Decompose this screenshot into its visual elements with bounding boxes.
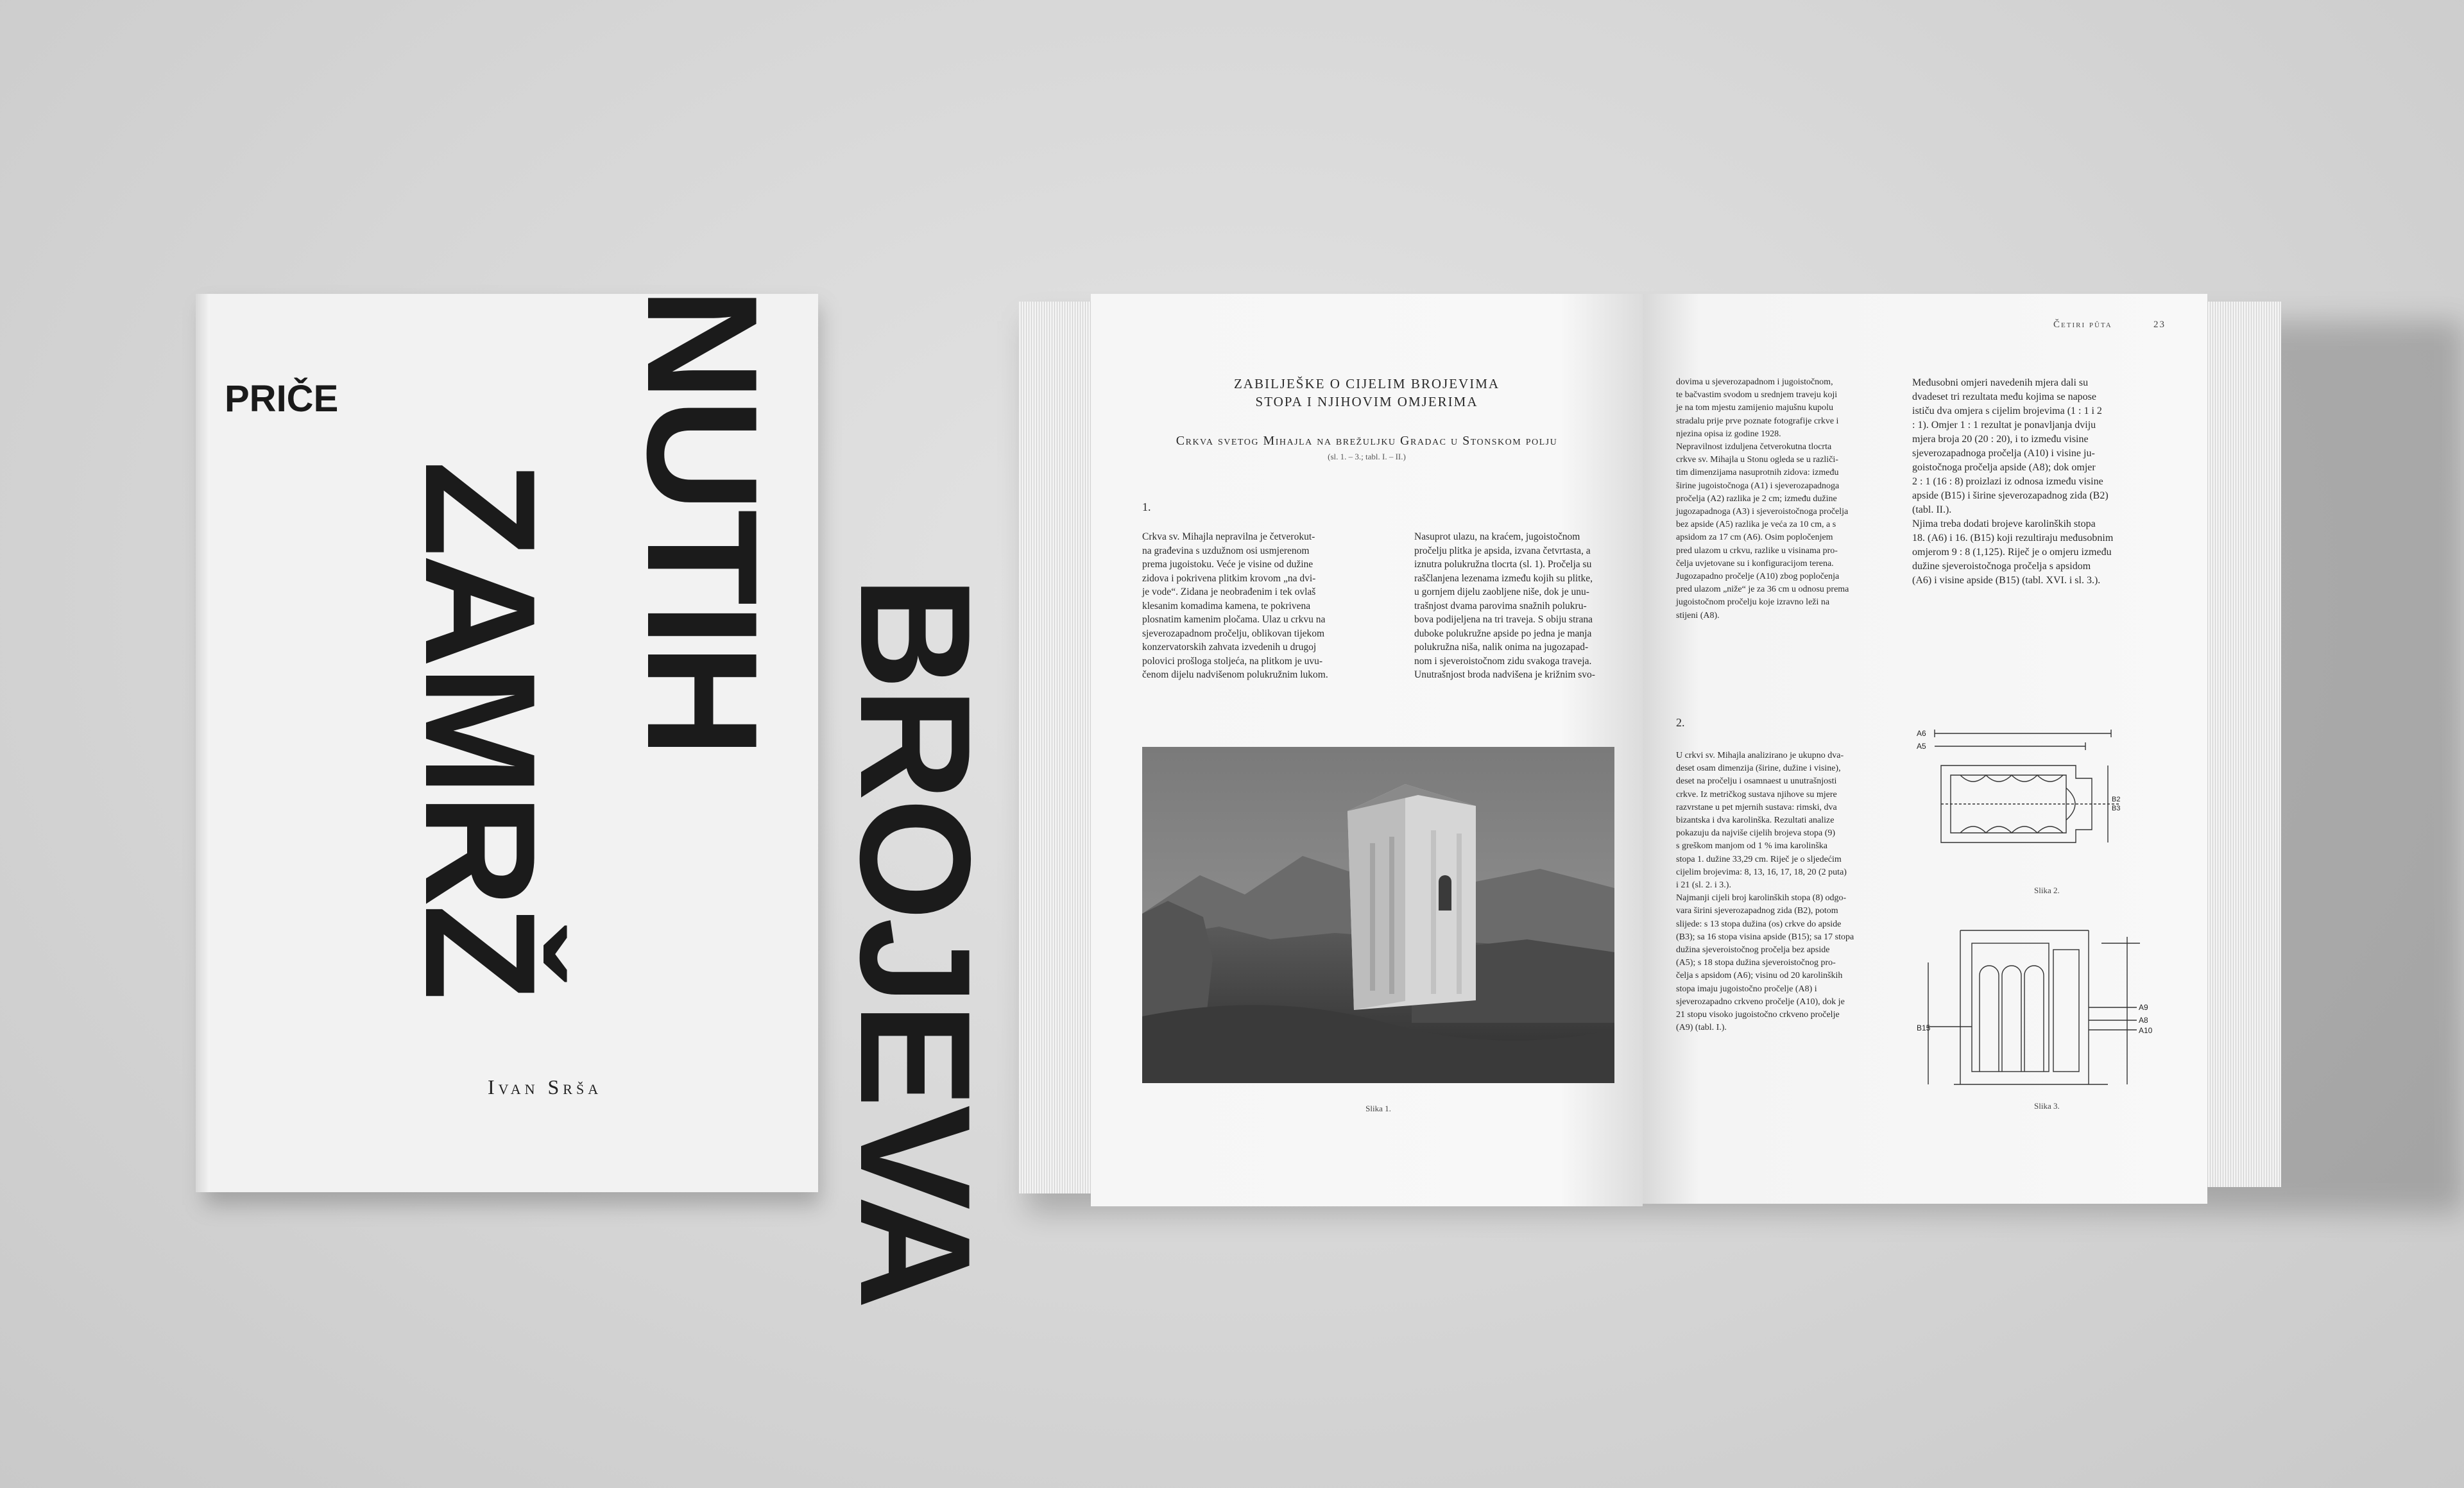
right-text-column-1a [1676, 376, 1907, 622]
running-head: Četiri pûta [2053, 320, 2112, 330]
chapter-subheading: Crkva svetog Mihajla na brežuljku Gradac u Stonskom polju [1176, 434, 1558, 448]
text-line: njezina opisa iz godine 1928. [1676, 429, 1781, 439]
cover-word-2: NUTIH [615, 287, 791, 755]
text-line: dužina sjeveroistočnog pročelja bez apside [1676, 945, 1830, 955]
section-drawing-figure [1915, 924, 2169, 1097]
text-line: raščlanjena lezenama između kojih su plitke, [1414, 572, 1593, 584]
text-line: nom i sjeveroistočnom zidu svakoga traveja. [1414, 655, 1592, 667]
figure-2-label-b2: B2 [2112, 796, 2121, 803]
text-line: (A5); s 18 stopa dužina sjeveroistočnog pro- [1676, 958, 1836, 968]
text-line: slijede: s 13 stopa dužina (os) crkve do apside [1676, 919, 1842, 929]
church-photo-illustration [1142, 747, 1614, 1083]
figure-3-label-a9: A9 [2139, 1003, 2148, 1012]
section-number-2: 2. [1676, 716, 1685, 729]
text-line: polukružna niša, nalik onima na jugozapad- [1414, 642, 1589, 653]
text-line: vara širini sjeverozapadnog zida (B2), potom [1676, 906, 1838, 916]
text-line: goistočnoga pročelja apside (A8); dok omjer [1912, 462, 2096, 473]
text-line: trašnjost dvama parovima snažnih polukru- [1414, 600, 1587, 611]
section-drawing [1915, 924, 2169, 1097]
right-text-column-2 [1912, 376, 2160, 588]
text-line: Nasuprot ulazu, na kraćem, jugoistočnom [1414, 531, 1580, 542]
text-line: jugozapadnoga (A3) i sjeveroistočnoga pročelja [1676, 507, 1849, 517]
text-line: zidova i pokrivena plitkim krovom „na dvi- [1142, 572, 1316, 584]
text-line: Najmanji cijeli broj karolinških stopa (8) odgo- [1676, 893, 1847, 903]
church-photograph [1142, 747, 1614, 1083]
figure-3-label-a10: A10 [2139, 1026, 2153, 1035]
text-line: apside (B15) i širine sjeverozapadnog zida (B2) [1912, 490, 2109, 501]
book-cover [196, 287, 1004, 1307]
text-line: klesanim komadima kamena, te pokrivena [1142, 600, 1311, 611]
text-line: Unutrašnjost broda nadvišena je križnim svo- [1414, 669, 1595, 680]
text-line: deset na pročelju i osamnaest u unutrašnjosti [1676, 776, 1837, 787]
text-line: dvadeset tri rezultata među kojima se napose [1912, 391, 2097, 402]
text-line: deset osam dimenzija (širine, dužine i visine), [1676, 764, 1841, 774]
text-line: cijelim brojevima: 8, 13, 16, 17, 18, 20 (2 puta) [1676, 867, 1847, 877]
text-line: ističu dva omjera s cijelim brojevima (1 : 1 i 2 [1912, 406, 2102, 416]
text-line: prema jugoistoku. Veće je visine od dužine [1142, 559, 1313, 570]
text-line: stijeni (A8). [1676, 610, 1720, 620]
left-text-column-1 [1142, 530, 1370, 682]
text-line: na građevina s uzdužnom osi usmjerenom [1142, 545, 1310, 556]
text-line: stopa imaju jugoistočno pročelje (A8) i [1676, 984, 1817, 994]
figure-2-label-a6: A6 [1917, 729, 1926, 738]
text-line: bez apside (A5) razlika je veća za 10 cm, a s [1676, 520, 1836, 530]
text-line: mjera broja 20 (20 : 20), i to između visine [1912, 434, 2089, 445]
text-line: konzervatorskih zahvata izvedenih u drugoj [1142, 642, 1317, 653]
text-line: (tabl. II.). [1912, 504, 1952, 515]
text-line: sjeverozapadnoga pročelja (A10) i visine ju- [1912, 448, 2095, 459]
text-line: 2 : 1 (16 : 8) proizlazi iz odnosa između visine [1912, 476, 2103, 487]
text-line: pred ulazom u crkvu, razlike u visinama pro- [1676, 545, 1838, 556]
text-line: stopa 1. dužine 33,29 cm. Riječ je o sljedećim [1676, 854, 1842, 864]
text-line: je na tom mjestu zamijenio majušnu kupolu [1676, 403, 1833, 413]
text-line: stradalu prije prve poznate fotografije crkve i [1676, 416, 1839, 426]
text-line: iznutra polukružna tlocrta (sl. 1). Pročelja su [1414, 559, 1592, 570]
text-line: bizantska i dva karolinška. Rezultati analize [1676, 816, 1835, 826]
chapter-subheading-ref: (sl. 1. – 3.; tabl. I. – II.) [1328, 452, 1406, 461]
text-line: duboke polukružne apside po jedna je manja [1414, 628, 1592, 639]
text-line: sjeverozapadno crkveno pročelje (A10), dok je [1676, 996, 1845, 1007]
text-line: jugoistočnom pročelju koje izravno leži na [1676, 597, 1830, 608]
floor-plan-drawing [1915, 721, 2169, 887]
cover-word-1: BROJEVA [828, 576, 1004, 1307]
text-line: crkve. Iz metričkog sustava njihove su mjere [1676, 789, 1837, 800]
cover-author: Ivan Srša [488, 1075, 603, 1099]
left-text-column-2 [1414, 530, 1614, 682]
text-line: U crkvi sv. Mihajla analizirano je ukupno dva- [1676, 751, 1844, 760]
text-line: pokazuju da najviše cijelih brojeva stopa (9) [1676, 828, 1836, 839]
cover-series-label: PRIČE [225, 378, 339, 420]
right-page [1643, 294, 2207, 1204]
page-edges-left [1019, 302, 1093, 1193]
chapter-heading-line-2: STOPA I NJIHOVIM OMJERIMA [1255, 394, 1478, 409]
text-line: Njima treba dodati brojeve karolinških stopa [1912, 518, 2096, 529]
text-line: Nepravilnost izduljena četverokutna tlocrta [1676, 442, 1832, 452]
figure-3-label-a8: A8 [2139, 1016, 2148, 1025]
chapter-heading-line-1: ZABILJEŠKE O CIJELIM BROJEVIMA [1233, 376, 1500, 391]
text-line: : 1). Omjer 1 : 1 rezultat je ponavljanja dviju [1912, 420, 2096, 431]
photo-caption: Slika 1. [1365, 1104, 1391, 1113]
text-line: apsidom za 17 cm (A6). Osim popločenjem [1676, 533, 1833, 543]
text-line: sjeverozapadnom pročelju, oblikovan tijekom [1142, 628, 1325, 639]
right-text-column-1b [1676, 749, 1907, 1034]
text-line: s greškom manjom od 1 % ima karolinška [1676, 841, 1828, 851]
text-line: crkve sv. Mihajla u Stonu ogleda se u različi- [1676, 455, 1838, 465]
figure-2-label-b3: B3 [2112, 805, 2121, 812]
text-line: 21 stopu visoko jugoistočno crkveno pročelje [1676, 1010, 1840, 1020]
text-line: (B3); sa 16 stopa visina apside (B15); sa 17 stopa [1676, 932, 1854, 942]
figure-2-label-a5: A5 [1917, 742, 1926, 751]
text-line: omjerom 9 : 8 (1,125). Riječ je o omjeru između [1912, 547, 2112, 558]
text-line: pročelju plitka je apsida, izvana četvrtasta, a [1414, 545, 1591, 556]
text-line: dužine sjeveroistočnoga pročelja s apsidom [1912, 561, 2091, 572]
text-line: čelja uvjetovane su i konfiguracijom terena. [1676, 558, 1834, 569]
figure-3-caption: Slika 3. [2034, 1101, 2060, 1111]
page-edges-right [2207, 302, 2281, 1187]
cover-word-3: ZAMRŽ [393, 461, 569, 998]
text-line: Crkva sv. Mihajla nepravilna je četverokut- [1142, 531, 1315, 542]
text-line: pročelja (A2) razlika je 2 cm; između dužine [1676, 493, 1837, 504]
left-page [1091, 294, 1643, 1206]
text-line: polovici prošloga stoljeća, na plitkom je uvu- [1142, 655, 1323, 667]
text-line: (A6) i visine apside (B15) (tabl. XVI. i sl. 3.). [1912, 575, 2101, 586]
text-line: Jugozapadno pročelje (A10) zbog popločenja [1676, 572, 1840, 582]
text-line: 18. (A6) i 16. (B15) koji rezultiraju međusobnim [1912, 533, 2114, 543]
page-number: 23 [2153, 320, 2166, 330]
figure-2-caption: Slika 2. [2034, 885, 2060, 895]
text-line: širine jugoistočnoga (A1) i sjeverozapadnoga [1676, 481, 1840, 491]
floor-plan-figure [1915, 721, 2169, 887]
section-number: 1. [1142, 500, 1151, 513]
text-line: plosnatim kamenim pločama. Ulaz u crkvu na [1142, 614, 1326, 625]
text-line: dovima u sjeverozapadnom i jugoistočnom, [1676, 377, 1833, 387]
figure-3-label-b15: B15 [1917, 1023, 1931, 1032]
text-line: te bačvastim svodom u srednjem traveju koji [1676, 390, 1838, 400]
text-line: Međusobni omjeri navedenih mjera dali su [1912, 377, 2089, 388]
text-line: čenom dijelu nadvišenom polukružnim lukom. [1142, 669, 1328, 680]
cover-spine-edge [196, 294, 210, 1192]
text-line: razvrstane u pet mjernih sustava: rimski, dva [1676, 802, 1837, 812]
text-line: čelja s apsidom (A6); visinu od 20 karolinških [1676, 971, 1843, 981]
text-line: i 21 (sl. 2. i 3.). [1676, 880, 1731, 891]
text-line: u gornjem dijelu zaobljene niše, dok je unu- [1414, 586, 1589, 597]
text-line: tim dimenzijama nasuprotnih zidova: između [1676, 468, 1839, 478]
text-line: (A9) (tabl. I.). [1676, 1023, 1727, 1033]
text-line: bova podijeljena na tri traveja. S obiju strana [1414, 614, 1593, 625]
text-line: pred ulazom „niže“ je za 36 cm u odnosu prema [1676, 585, 1849, 595]
text-line: je vode“. Zidana je neobrađenim i tek ovlaš [1142, 586, 1316, 597]
